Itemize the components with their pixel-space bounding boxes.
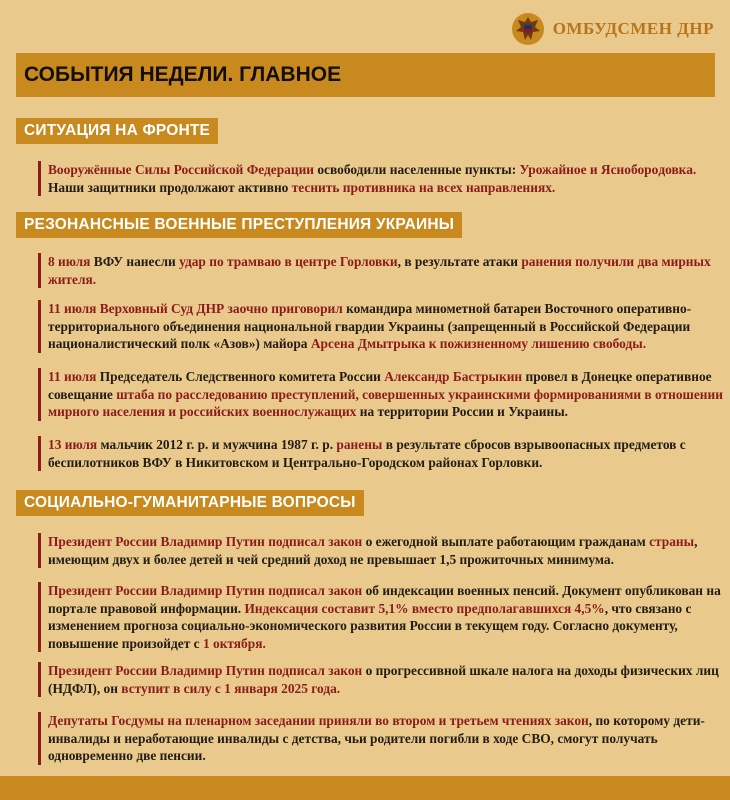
highlight-text: 1 октября.: [202, 635, 266, 651]
brand-title: ОМБУДСМЕН ДНР: [552, 19, 714, 38]
highlight-text: страны: [649, 534, 695, 549]
eagle-emblem-icon: [511, 12, 545, 46]
highlight-text: Александр Бастрыкин: [384, 369, 523, 384]
news-item: [38, 253, 724, 288]
section-header-social: СОЦИАЛЬНО-ГУМАНИТАРНЫЕ ВОПРОСЫ: [16, 490, 364, 516]
highlight-text: ранены: [336, 437, 383, 452]
highlight-text: Индексация составит 5,1% вместо предполагавшихся 4,5%: [244, 600, 605, 616]
body-text: на территории России и Украины.: [356, 404, 569, 419]
body-text: , в результате атаки: [397, 254, 522, 269]
highlight-text: Урожайное и Ясноборoдовка.: [519, 162, 697, 177]
highlight-text: теснить противника на всех направлениях.: [291, 179, 556, 195]
news-item: [38, 712, 724, 765]
section-header-front: СИТУАЦИЯ НА ФРОНТЕ: [16, 118, 218, 144]
highlight-text: штаба по расследованию преступлений, совершенных украинскими формированиями в отношении мирного населения и российских военнослужащих: [48, 386, 723, 419]
highlight-text: Президент России Владимир Путин подписал закон: [48, 583, 363, 598]
news-item: [38, 533, 724, 568]
body-text: мальчик 2012 г. р. и мужчина 1987 г. р.: [97, 437, 337, 452]
body-text: о ежегодной выплате работающим гражданам: [362, 534, 650, 549]
highlight-text: 11 июля Верховный Суд ДНР заочно приговорил: [48, 301, 343, 316]
highlight-text: ранения получили два мирных жителя.: [48, 254, 711, 287]
section-header-war-crimes: РЕЗОНАНСНЫЕ ВОЕННЫЕ ПРЕСТУПЛЕНИЯ УКРАИНЫ: [16, 212, 462, 238]
footer-bar: [0, 776, 730, 800]
highlight-text: 11 июля: [48, 369, 97, 384]
page-title: СОБЫТИЯ НЕДЕЛИ. ГЛАВНОЕ: [16, 53, 715, 97]
body-text: Наши защитники продолжают активно: [48, 179, 292, 195]
brand: [511, 12, 714, 46]
highlight-text: вступит в силу с 1 января 2025 года.: [121, 680, 341, 696]
news-item: [38, 582, 724, 652]
highlight-text: удар по трамваю в центре Горловки: [179, 254, 398, 269]
highlight-text: 8 июля: [48, 254, 91, 269]
highlight-text: 13 июля: [48, 437, 98, 452]
highlight-text: Арсена Дмытрыка к пожизненному лишению свободы.: [310, 336, 647, 351]
body-text: , что связано с изменением прогноза социально-экономического развития России в текущем году. Согласно документу, повышение произойдет с: [48, 600, 692, 651]
news-item: [38, 662, 724, 697]
highlight-text: Вооружённые Силы Российской Федерации: [48, 162, 315, 177]
news-item: [38, 161, 724, 196]
highlight-text: Депутаты Госдумы на пленарном заседании приняли во втором и третьем чтениях закон: [48, 713, 589, 728]
body-text: освободили населенные пункты:: [314, 162, 520, 177]
highlight-text: Президент России Владимир Путин подписал закон: [48, 663, 363, 678]
body-text: Председатель Следственного комитета России: [96, 369, 385, 384]
body-text: ВФУ нанесли: [90, 254, 180, 269]
highlight-text: Президент России Владимир Путин подписал закон: [48, 534, 363, 549]
body-text: командира минометной батареи Восточного оперативно-территориального объединения национальной гвардии Украины (запрещенный в Российской Федерации националистический полк «Азов») майора: [48, 301, 692, 351]
body-text: , по которому дети-инвалиды и неработающие инвалиды с детства, чьи родители погибли в ходе СВО, смогут получать одновременно две пенсии.: [48, 713, 705, 763]
body-text: , имеющим двух и более детей и чей средний доход не превышает 1,5 прожиточных минимума.: [48, 534, 698, 567]
news-item: [38, 368, 724, 421]
body-text: об индексации военных пенсий. Документ опубликован на портале правовой информации.: [48, 583, 721, 616]
body-text: о прогрессивной шкале налога на доходы физических лиц (НДФЛ), он: [48, 663, 719, 696]
body-text: провел в Донецке оперативное совещание: [48, 369, 712, 402]
news-item: [38, 436, 724, 471]
body-text: в результате сбросов взрывоопасных предметов с беспилотников ВФУ в Никитовском и Центрально-Городском районах Горловки.: [48, 437, 686, 470]
news-item: [38, 300, 724, 353]
